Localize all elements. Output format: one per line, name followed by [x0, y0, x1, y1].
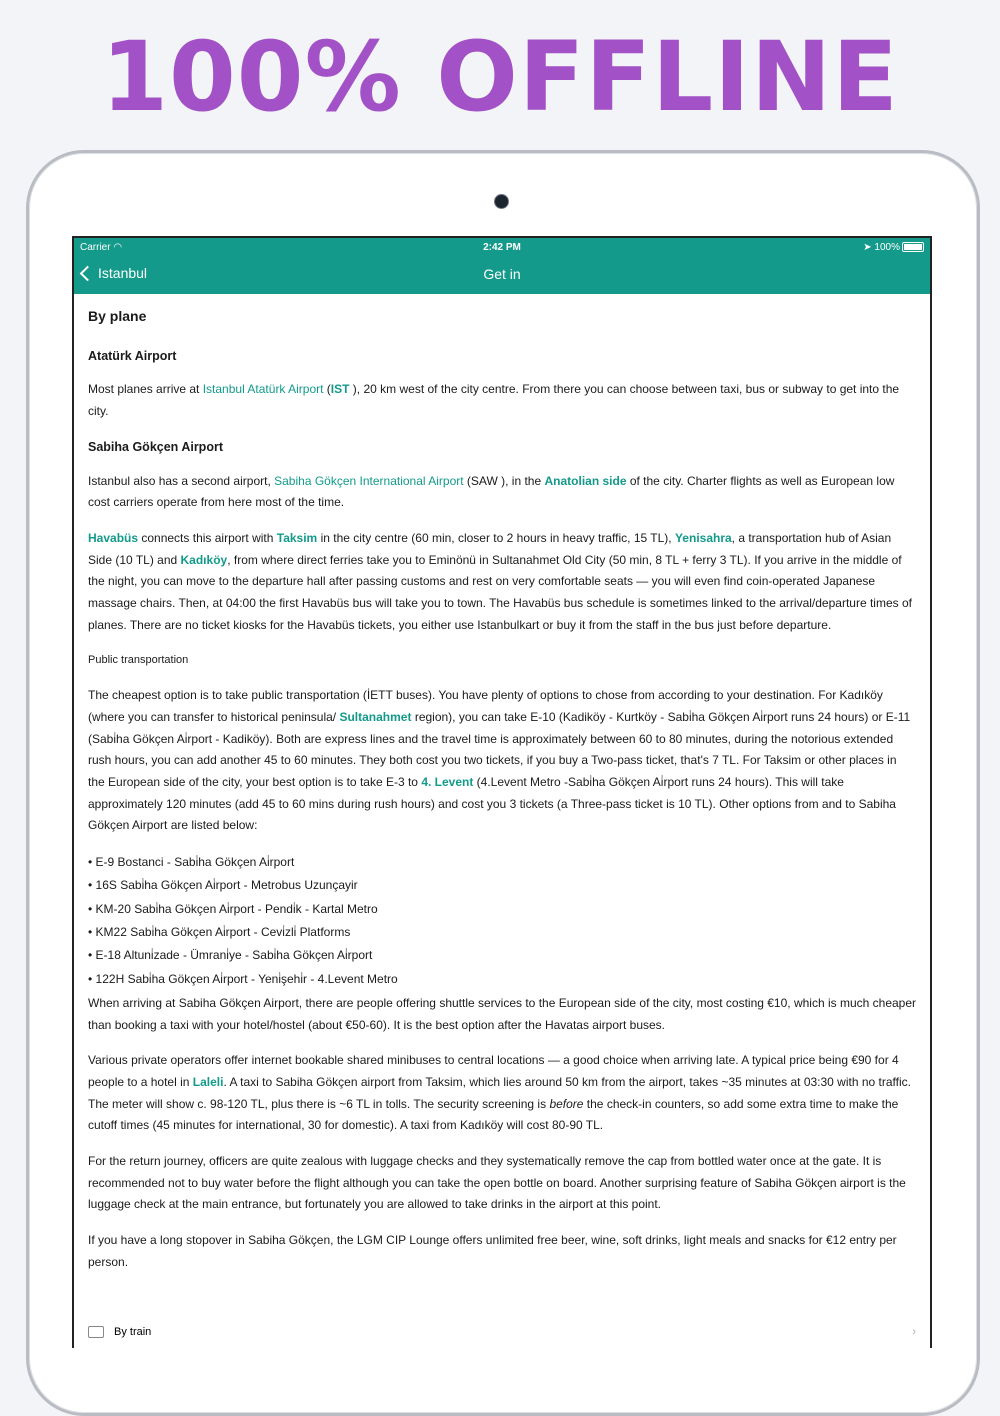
paragraph-havabus: Havabüs connects this airport with Taksim in the city centre (60 min, closer to 2 hours in heavy traffic, 15 TL), Yenisahra, a transportation hub of Asian Side (10 TL) and Kadıköy, from where direct ferries take you to Eminönü in Sultanahmet Old City (50 min, 8 TL + ferry 3 TL). If you arrive in the middle of the night, you can move to the departure hall after passing customs and rest on very comfortable seats — you will even find coin-operated Japanese massage chairs. Then, at 04:00 the first Havabüs bus will take you to town. The Havabüs bus schedule is sometimes linked to the arrival/departure times of planes. There are no ticket kiosks for the Havabüs tickets, you either use Istanbulkart or buy it from the staff in the bus just before departure. — [88, 530, 912, 632]
paragraph-return-journey: For the return journey, officers are quite zealous with luggage checks and they systematically remove the cap from bottled water once at the gate. It is recommended not to buy water before the flight although you can take the open bottle on board. Another surprising feature of Sabiha Gökçen airport is the luggage check at the main entrance, but fortunately you are allowed to take drinks in the airport at this point. — [88, 1154, 906, 1212]
wifi-icon: ◠ — [113, 242, 123, 253]
paragraph-public-transport: The cheapest option is to take public transportation (İETT buses). You have plenty of options to chose from according to your destination. For Kadıköy (where you can transfer to historical peninsula/ Sultanahmet region), you can take E-10 (Kadiköy - Kurtköy - Sabi̇ha Gökçen Ai̇rport runs 24 hours) or E-11 (Sabi̇ha Gökçen Ai̇rport - Kadiköy). Both are express lines and the travel time is approximately between 60 to 80 minutes, during the notorious extended rush hours, you can add another 45 to 60 minutes. They both cost you two tickets, if you buy a Two-pass ticket, that's 7 TL. For Taksim or other places in the European side of the city, your best option is to take E-3 to 4. Levent (4.Levent Metro -Sabi̇ha Gökçen Ai̇rport runs 24 hours). This will take approximately 120 minutes (add 45 to 60 mins during rush hours) and cost you 3 tickets (a Three-pass ticket is 10 TL). Other options from and to Sabiha Gökçen Airport are listed below: — [88, 688, 911, 833]
list-item: • E-18 Altuni̇zade - Ümrani̇ye - Sabi̇ha Gökçen Ai̇rport — [88, 944, 916, 967]
link-yenisahra[interactable]: Yenisahra — [674, 530, 732, 545]
chevron-right-icon: › — [912, 1326, 916, 1338]
link-anatolian-side[interactable]: Anatolian side — [544, 473, 627, 488]
train-icon — [88, 1326, 104, 1338]
battery-percent: 100% — [874, 242, 900, 253]
paragraph-shuttles: When arriving at Sabiha Gökçen Airport, there are people offering shuttle services to the European side of the city, most costing €10, which is much cheaper than booking a taxi with your hotel/hostel (about €50-60). It is the best option after the Havatas airport buses. — [88, 995, 917, 1032]
paragraph-ataturk: Most planes arrive at Istanbul Atatürk Airport (IST ), 20 km west of the city centre. From there you can choose between taxi, bus or subway to get into the city. — [88, 382, 900, 419]
link-ist[interactable]: IST — [330, 382, 350, 397]
list-item: • 16S Sabi̇ha Gökçen Ai̇rport - Metrobus Uzunçayir — [88, 874, 916, 897]
next-section-row[interactable] — [88, 1322, 916, 1342]
battery-icon — [902, 242, 924, 252]
link-taksim[interactable]: Taksim — [276, 530, 318, 545]
next-section-label: By train — [114, 1326, 152, 1338]
location-arrow-icon: ➤ — [863, 242, 872, 253]
list-item: • 122H Sabi̇ha Gökçen Ai̇rport - Yeni̇şehi̇r - 4.Levent Metro — [88, 968, 916, 991]
app-screen — [72, 236, 932, 1348]
link-havabus[interactable]: Havabüs — [88, 530, 139, 545]
link-sultanahmet[interactable]: Sultanahmet — [339, 709, 412, 724]
status-right — [863, 242, 924, 253]
link-istanbul-ataturk-airport[interactable]: Istanbul Atatürk Airport — [202, 382, 324, 397]
carrier-label: Carrier ◠ — [80, 242, 123, 253]
link-laleli[interactable]: Laleli — [192, 1074, 224, 1089]
navigation-bar — [74, 258, 930, 294]
article-content — [74, 294, 930, 1274]
promo-headline: 100% OFFLINE — [101, 21, 899, 133]
subsection-title-ataturk: Atatürk Airport — [88, 348, 177, 363]
link-kadikoy[interactable]: Kadıköy — [180, 552, 228, 567]
list-item: • KM-20 Sabi̇ha Gökçen Ai̇rport - Pendi̇k - Kartal Metro — [88, 898, 916, 921]
list-item: • KM22 Sabi̇ha Gökçen Ai̇rport - Cevi̇zli̇ Platforms — [88, 921, 916, 944]
status-bar — [74, 238, 930, 258]
subsection-title-public-transport: Public transportation — [88, 654, 189, 667]
paragraph-sabiha: Istanbul also has a second airport, Sabiha Gökçen International Airport (SAW ), in the Anatolian side of the city. Charter flights as well as European low cost carriers operate from here most of the time. — [88, 473, 895, 510]
link-4-levent[interactable]: 4. Levent — [421, 774, 474, 789]
subsection-title-sabiha: Sabiha Gökçen Airport — [88, 439, 223, 454]
camera-icon — [494, 194, 509, 209]
page-title: Get in — [483, 266, 521, 282]
app-header — [74, 238, 930, 294]
list-item: • E-9 Bostanci - Sabi̇ha Gökçen Ai̇rport — [88, 851, 916, 874]
back-label: Istanbul — [98, 265, 148, 281]
paragraph-lounge: If you have a long stopover in Sabiha Gökçen, the LGM CIP Lounge offers unlimited free beer, wine, soft drinks, light meals and snacks for €12 entry per person. — [88, 1233, 897, 1269]
bus-route-list — [88, 851, 916, 991]
link-sabiha-gokcen-airport[interactable]: Sabiha Gökçen International Airport — [274, 473, 464, 488]
paragraph-minibuses: Various private operators offer internet bookable shared minibuses to central locations — a good choice when arriving late. A typical price being €90 for 4 people to a hotel in Laleli. A taxi to Sabiha Gökçen airport from Taksim, which lies around 50 km from the airport, takes ~35 minutes at 03:30 with no traffic. The meter will show c. 98-120 TL, plus there is ~6 TL in tolls. The security screening is before the check-in counters, so add some extra time to make the cutoff times (45 minutes for international, 30 for domestic). A taxi from Kadıköy will cost 80-90 TL. — [88, 1053, 911, 1133]
status-time: 2:42 PM — [483, 242, 521, 253]
section-heading: By plane — [88, 308, 147, 324]
